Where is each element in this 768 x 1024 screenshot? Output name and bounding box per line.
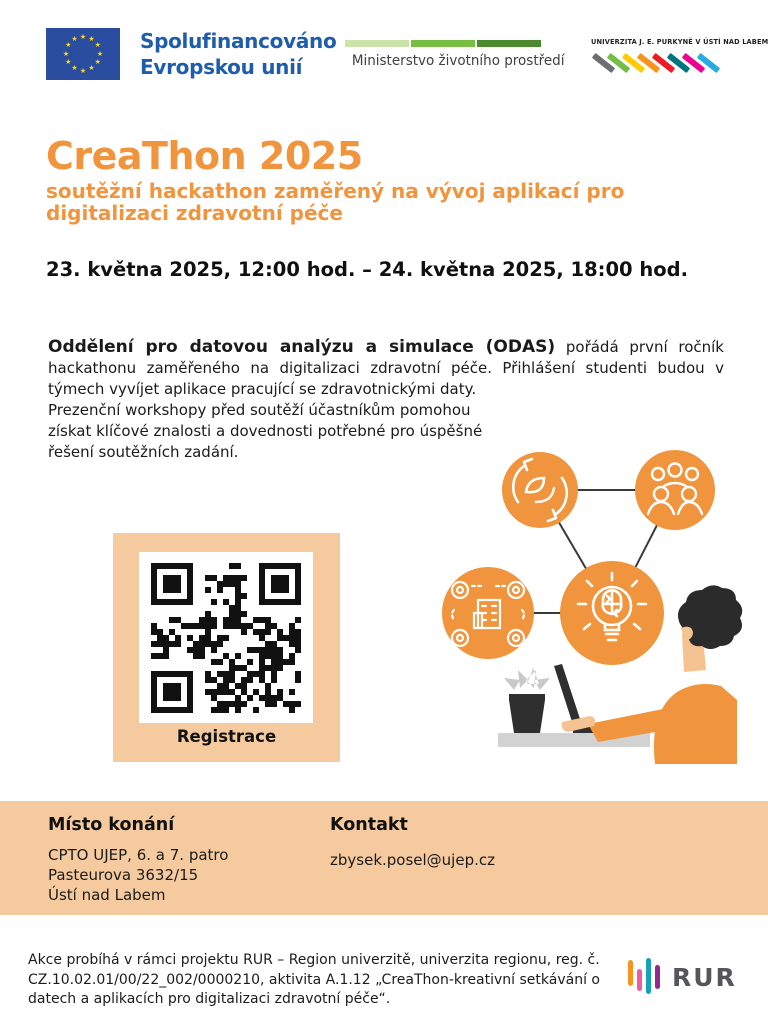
about-paragraph xyxy=(48,337,724,400)
eu-star-icon: ★ xyxy=(79,32,87,41)
ministry-bars-icon xyxy=(345,40,541,47)
eu-star-icon: ★ xyxy=(79,66,87,75)
venue-address-line1: CPTO UJEP, 6. a 7. patro xyxy=(48,846,229,864)
eu-label-line2: Evropskou unií xyxy=(140,55,303,79)
organization-icon xyxy=(442,567,534,659)
venue-heading: Místo konání xyxy=(48,815,175,835)
eu-star-icon: ★ xyxy=(88,34,95,43)
project-note: Akce probíhá v rámci projektu RUR – Region univerzitě, univerzita regionu, reg. č. CZ.10.02.01/00/22_002/0000210, aktivita A.1.12 „CreaThon-kreativní setkávání o datech a aplikacích pro digitalizaci zdravotní péče“. xyxy=(28,952,600,1007)
eu-star-icon: ★ xyxy=(71,64,78,73)
eu-star-icon: ★ xyxy=(94,58,101,66)
venue-address xyxy=(48,845,228,905)
university-logo xyxy=(591,38,768,80)
hackathon-illustration xyxy=(430,428,768,764)
eu-star-icon: ★ xyxy=(62,49,70,58)
sustainability-icon xyxy=(502,452,578,528)
eu-star-icon: ★ xyxy=(65,41,72,49)
idea-icon xyxy=(560,561,664,665)
ministry-label: Ministerstvo životního prostředí xyxy=(351,53,565,69)
plant-icon xyxy=(504,668,550,733)
venue-address-line3: Ústí nad Labem xyxy=(48,886,166,904)
rur-label: RUR xyxy=(672,962,737,992)
about-lead-bold: Oddělení pro datovou analýzu a simulace (ODAS) xyxy=(48,337,556,357)
about-lead-rest: pořádá první ročník hackathonu zaměřeného na digitalizaci zdravotní péče. Přihlášení studenti budou v týmech vyvíjet aplikace pracující se zdravotnickými daty. xyxy=(48,338,724,398)
contact-heading: Kontakt xyxy=(330,815,408,835)
eu-star-icon: ★ xyxy=(96,49,104,58)
venue-address-line2: Pasteurova 3632/15 xyxy=(48,866,199,884)
team-icon xyxy=(635,450,715,530)
university-label: UNIVERZITA J. E. PURKYNĚ V ÚSTÍ NAD LABEM xyxy=(591,38,768,46)
eu-label-line1: Spolufinancováno xyxy=(140,29,337,53)
eu-cofunding-logo xyxy=(46,28,336,80)
eu-cofunding-label xyxy=(140,28,336,80)
eu-star-icon: ★ xyxy=(94,41,101,49)
event-title: CreaThon 2025 xyxy=(46,134,363,178)
university-stripes-icon xyxy=(591,52,736,80)
eu-star-icon: ★ xyxy=(65,58,72,66)
contact-band xyxy=(0,801,768,915)
eu-star-icon: ★ xyxy=(71,34,78,43)
event-datetime: 23. května 2025, 12:00 hod. – 24. května 2025, 18:00 hod. xyxy=(46,258,689,281)
registration-panel xyxy=(113,533,340,762)
eu-star-icon: ★ xyxy=(88,64,95,73)
rur-logo xyxy=(628,956,737,998)
eu-flag-icon xyxy=(46,28,120,80)
workshops-paragraph: Prezenční workshopy před soutěží účastníkům pomohou získat klíčové znalosti a dovednosti potřebné pro úspěšné řešení soutěžních zadání. xyxy=(48,401,483,461)
ministry-logo xyxy=(345,40,565,69)
registration-label: Registrace xyxy=(176,727,277,746)
event-subtitle: soutěžní hackathon zaměřený na vývoj aplikací pro digitalizaci zdravotní péče xyxy=(46,179,625,225)
qr-code xyxy=(139,552,313,723)
rur-bars-icon xyxy=(628,956,662,998)
contact-email-link[interactable]: zbysek.posel@ujep.cz xyxy=(330,851,495,869)
